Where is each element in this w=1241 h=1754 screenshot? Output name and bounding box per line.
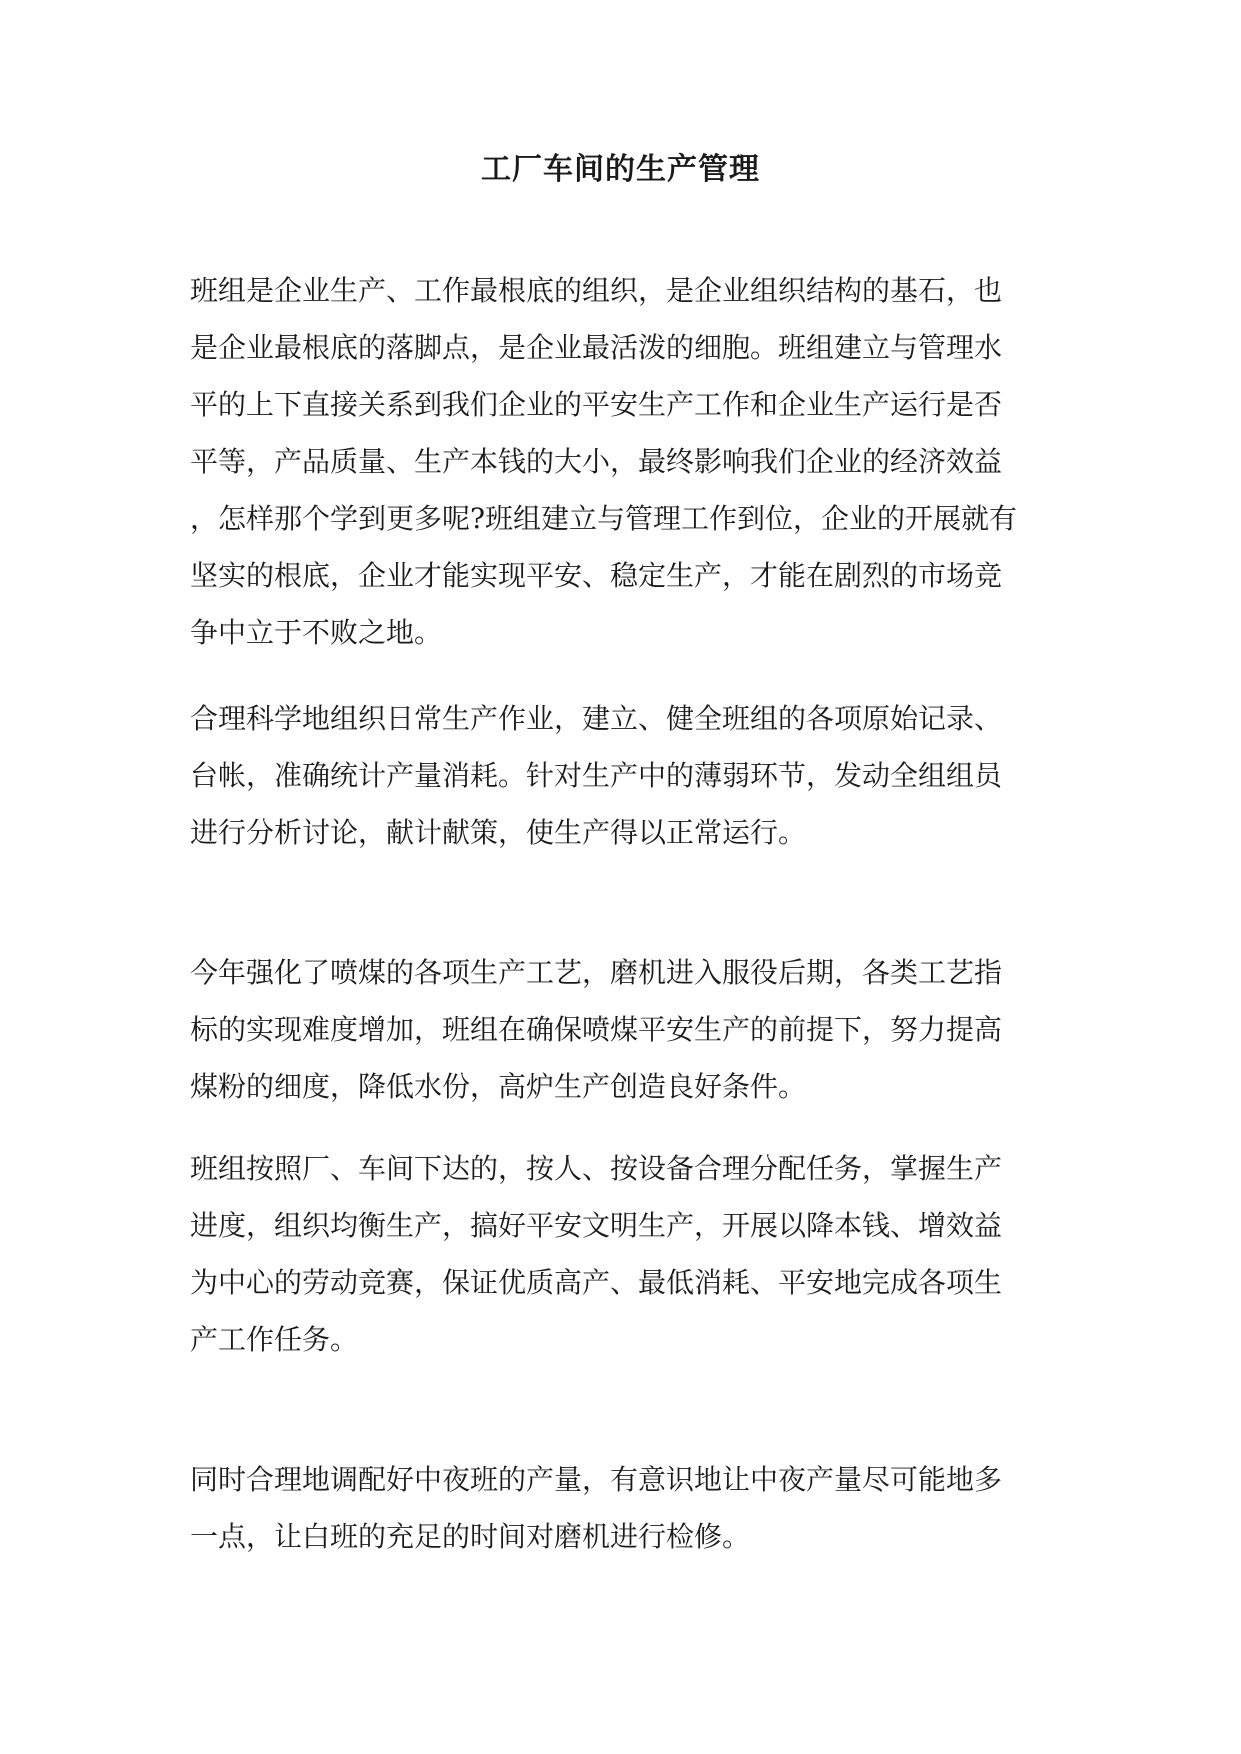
paragraph-line: 进行分析讨论，献计献策，使生产得以正常运行。 <box>190 816 807 849</box>
paragraph-3 <box>190 944 1060 1115</box>
paragraph-line: 为中心的劳动竞赛，保证优质高产、最低消耗、平安地完成各项生 <box>190 1266 1003 1299</box>
paragraph-line: 今年强化了喷煤的各项生产工艺，磨机进入服役后期，各类工艺指 <box>190 956 1003 989</box>
paragraph-line: 进度，组织均衡生产，搞好平安文明生产，开展以降本钱、增效益 <box>190 1209 1003 1242</box>
paragraph-4 <box>190 1140 1060 1368</box>
paragraph-line: 标的实现难度增加，班组在确保喷煤平安生产的前提下，努力提高 <box>190 1013 1003 1046</box>
document-title: 工厂车间的生产管理 <box>481 152 760 187</box>
paragraph-line: 平的上下直接关系到我们企业的平安生产工作和企业生产运行是否 <box>190 388 1003 421</box>
paragraph-line: 产工作任务。 <box>190 1323 359 1356</box>
paragraph-line: 班组是企业生产、工作最根底的组织，是企业组织结构的基石，也 <box>190 274 1003 307</box>
paragraph-line: 煤粉的细度，降低水份，高炉生产创造良好条件。 <box>190 1070 807 1103</box>
paragraph-line: 平等，产品质量、生产本钱的大小，最终影响我们企业的经济效益 <box>190 445 1003 478</box>
paragraph-line: ，怎样那个学到更多呢?班组建立与管理工作到位，企业的开展就有 <box>190 502 1018 535</box>
paragraph-line: 班组按照厂、车间下达的，按人、按设备合理分配任务，掌握生产 <box>190 1152 1003 1185</box>
paragraph-2 <box>190 690 1060 861</box>
paragraph-line: 同时合理地调配好中夜班的产量，有意识地让中夜产量尽可能地多 <box>190 1463 1003 1496</box>
paragraph-line: 一点，让白班的充足的时间对磨机进行检修。 <box>190 1520 751 1553</box>
paragraph-line: 坚实的根底，企业才能实现平安、稳定生产，才能在剧烈的市场竞 <box>190 559 1003 592</box>
paragraph-1 <box>190 262 1060 661</box>
paragraph-line: 合理科学地组织日常生产作业，建立、健全班组的各项原始记录、 <box>190 702 1003 735</box>
paragraph-line: 台帐，准确统计产量消耗。针对生产中的薄弱环节，发动全组组员 <box>190 759 1003 792</box>
paragraph-line: 是企业最根底的落脚点，是企业最活泼的细胞。班组建立与管理水 <box>190 331 1003 364</box>
paragraph-5 <box>190 1451 1060 1565</box>
paragraph-line: 争中立于不败之地。 <box>190 616 443 649</box>
